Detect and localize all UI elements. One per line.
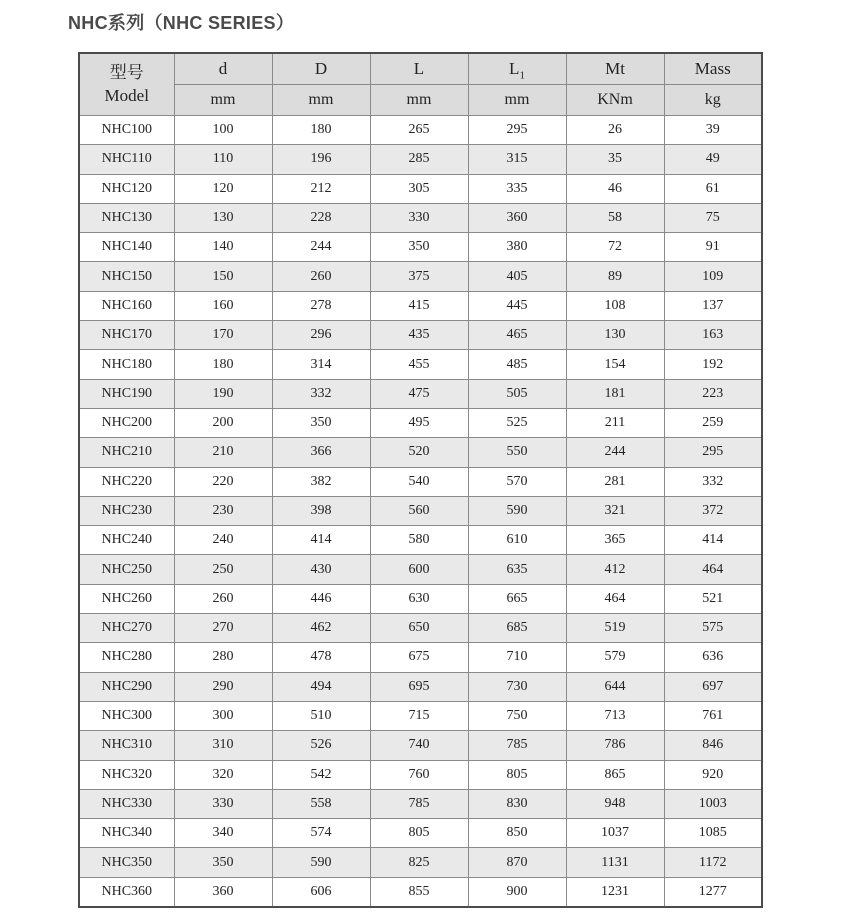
- page-title: NHC系列（NHC SERIES）: [68, 13, 295, 33]
- value-cell: 750: [468, 701, 566, 730]
- value-cell: 295: [664, 438, 762, 467]
- column-header-L1: $L_1$: [468, 53, 566, 85]
- value-cell: 280: [174, 643, 272, 672]
- value-cell: 26: [566, 116, 664, 145]
- table-body: [79, 116, 762, 908]
- value-cell: 350: [174, 848, 272, 877]
- value-cell: 100: [174, 116, 272, 145]
- value-cell: 430: [272, 555, 370, 584]
- header-row-units: [79, 85, 762, 116]
- model-cell: NHC110: [79, 145, 174, 174]
- value-cell: 415: [370, 291, 468, 320]
- value-cell: 244: [272, 233, 370, 262]
- value-cell: 636: [664, 643, 762, 672]
- value-cell: 290: [174, 672, 272, 701]
- model-cell: NHC140: [79, 233, 174, 262]
- value-cell: 558: [272, 789, 370, 818]
- value-cell: 785: [468, 731, 566, 760]
- value-cell: 590: [272, 848, 370, 877]
- value-cell: 196: [272, 145, 370, 174]
- value-cell: 150: [174, 262, 272, 291]
- value-cell: 230: [174, 496, 272, 525]
- value-cell: 870: [468, 848, 566, 877]
- table-header: [79, 53, 762, 116]
- value-cell: 260: [272, 262, 370, 291]
- value-cell: 665: [468, 584, 566, 613]
- table-row: [79, 467, 762, 496]
- value-cell: 1277: [664, 877, 762, 907]
- L1-subscript: 1: [519, 69, 525, 82]
- value-cell: 160: [174, 291, 272, 320]
- value-cell: 278: [272, 291, 370, 320]
- value-cell: 46: [566, 174, 664, 203]
- spec-table: [78, 52, 763, 908]
- value-cell: 154: [566, 350, 664, 379]
- value-cell: 120: [174, 174, 272, 203]
- value-cell: 519: [566, 614, 664, 643]
- value-cell: 130: [566, 321, 664, 350]
- value-cell: 382: [272, 467, 370, 496]
- value-cell: 91: [664, 233, 762, 262]
- header-row-dimensions: [79, 53, 762, 85]
- table-row: [79, 438, 762, 467]
- value-cell: 713: [566, 701, 664, 730]
- value-cell: 920: [664, 760, 762, 789]
- table-row: [79, 233, 762, 262]
- value-cell: 540: [370, 467, 468, 496]
- value-cell: 414: [664, 526, 762, 555]
- value-cell: 110: [174, 145, 272, 174]
- value-cell: 332: [664, 467, 762, 496]
- model-cell: NHC350: [79, 848, 174, 877]
- value-cell: 590: [468, 496, 566, 525]
- value-cell: 321: [566, 496, 664, 525]
- value-cell: 846: [664, 731, 762, 760]
- unit-Mt: KNm: [566, 85, 664, 116]
- value-cell: 398: [272, 496, 370, 525]
- value-cell: 785: [370, 789, 468, 818]
- table-row: [79, 701, 762, 730]
- value-cell: 285: [370, 145, 468, 174]
- table-row: [79, 174, 762, 203]
- value-cell: 210: [174, 438, 272, 467]
- value-cell: 855: [370, 877, 468, 907]
- value-cell: 560: [370, 496, 468, 525]
- table-row: [79, 321, 762, 350]
- table-row: [79, 819, 762, 848]
- value-cell: 130: [174, 203, 272, 232]
- model-cell: NHC190: [79, 379, 174, 408]
- model-cell: NHC160: [79, 291, 174, 320]
- table-row: [79, 379, 762, 408]
- value-cell: 579: [566, 643, 664, 672]
- value-cell: 574: [272, 819, 370, 848]
- table-row: [79, 672, 762, 701]
- table-row: [79, 350, 762, 379]
- model-cell: NHC270: [79, 614, 174, 643]
- value-cell: 542: [272, 760, 370, 789]
- value-cell: 464: [664, 555, 762, 584]
- value-cell: 520: [370, 438, 468, 467]
- table-row: [79, 789, 762, 818]
- value-cell: 375: [370, 262, 468, 291]
- value-cell: 446: [272, 584, 370, 613]
- value-cell: 462: [272, 614, 370, 643]
- value-cell: 760: [370, 760, 468, 789]
- value-cell: 75: [664, 203, 762, 232]
- value-cell: 526: [272, 731, 370, 760]
- value-cell: 650: [370, 614, 468, 643]
- value-cell: 635: [468, 555, 566, 584]
- value-cell: 948: [566, 789, 664, 818]
- model-cell: NHC320: [79, 760, 174, 789]
- model-cell: NHC260: [79, 584, 174, 613]
- value-cell: 805: [468, 760, 566, 789]
- value-cell: 1003: [664, 789, 762, 818]
- value-cell: 310: [174, 731, 272, 760]
- column-header-L: L: [370, 53, 468, 85]
- value-cell: 320: [174, 760, 272, 789]
- table-row: [79, 291, 762, 320]
- value-cell: 510: [272, 701, 370, 730]
- model-cell: NHC180: [79, 350, 174, 379]
- value-cell: 405: [468, 262, 566, 291]
- value-cell: 223: [664, 379, 762, 408]
- table-row: [79, 584, 762, 613]
- table-row: [79, 555, 762, 584]
- value-cell: 295: [468, 116, 566, 145]
- value-cell: 259: [664, 408, 762, 437]
- value-cell: 1172: [664, 848, 762, 877]
- value-cell: 414: [272, 526, 370, 555]
- value-cell: 108: [566, 291, 664, 320]
- value-cell: 244: [566, 438, 664, 467]
- value-cell: 606: [272, 877, 370, 907]
- value-cell: 786: [566, 731, 664, 760]
- model-cell: NHC310: [79, 731, 174, 760]
- unit-d: mm: [174, 85, 272, 116]
- model-cell: NHC100: [79, 116, 174, 145]
- value-cell: 360: [468, 203, 566, 232]
- unit-D: mm: [272, 85, 370, 116]
- value-cell: 372: [664, 496, 762, 525]
- value-cell: 761: [664, 701, 762, 730]
- value-cell: 580: [370, 526, 468, 555]
- unit-L: mm: [370, 85, 468, 116]
- value-cell: 314: [272, 350, 370, 379]
- value-cell: 478: [272, 643, 370, 672]
- table-row: [79, 262, 762, 291]
- value-cell: 495: [370, 408, 468, 437]
- value-cell: 505: [468, 379, 566, 408]
- column-header-Mt: Mt: [566, 53, 664, 85]
- value-cell: 335: [468, 174, 566, 203]
- value-cell: 380: [468, 233, 566, 262]
- table-row: [79, 145, 762, 174]
- table-row: [79, 614, 762, 643]
- table-row: [79, 116, 762, 145]
- model-cell: NHC300: [79, 701, 174, 730]
- value-cell: 825: [370, 848, 468, 877]
- column-header-model: [79, 53, 174, 116]
- value-cell: 366: [272, 438, 370, 467]
- value-cell: 228: [272, 203, 370, 232]
- value-cell: 485: [468, 350, 566, 379]
- value-cell: 137: [664, 291, 762, 320]
- model-cell: NHC280: [79, 643, 174, 672]
- value-cell: 740: [370, 731, 468, 760]
- value-cell: 315: [468, 145, 566, 174]
- value-cell: 575: [664, 614, 762, 643]
- model-header-zh: 型号: [109, 62, 144, 82]
- value-cell: 644: [566, 672, 664, 701]
- value-cell: 163: [664, 321, 762, 350]
- value-cell: 211: [566, 408, 664, 437]
- value-cell: 305: [370, 174, 468, 203]
- value-cell: 220: [174, 467, 272, 496]
- value-cell: 730: [468, 672, 566, 701]
- value-cell: 350: [370, 233, 468, 262]
- value-cell: 1231: [566, 877, 664, 907]
- model-cell: NHC340: [79, 819, 174, 848]
- value-cell: 365: [566, 526, 664, 555]
- value-cell: 850: [468, 819, 566, 848]
- value-cell: 39: [664, 116, 762, 145]
- value-cell: 445: [468, 291, 566, 320]
- value-cell: 49: [664, 145, 762, 174]
- model-header-en: Model: [104, 85, 149, 105]
- model-cell: NHC120: [79, 174, 174, 203]
- value-cell: 240: [174, 526, 272, 555]
- table-row: [79, 848, 762, 877]
- value-cell: 610: [468, 526, 566, 555]
- table-row: [79, 643, 762, 672]
- table-row: [79, 203, 762, 232]
- value-cell: 296: [272, 321, 370, 350]
- value-cell: 330: [370, 203, 468, 232]
- value-cell: 350: [272, 408, 370, 437]
- value-cell: 455: [370, 350, 468, 379]
- value-cell: 180: [174, 350, 272, 379]
- value-cell: 330: [174, 789, 272, 818]
- value-cell: 805: [370, 819, 468, 848]
- value-cell: 600: [370, 555, 468, 584]
- value-cell: 570: [468, 467, 566, 496]
- value-cell: 685: [468, 614, 566, 643]
- model-cell: NHC240: [79, 526, 174, 555]
- table-row: [79, 408, 762, 437]
- table-row: [79, 760, 762, 789]
- value-cell: 300: [174, 701, 272, 730]
- value-cell: 1037: [566, 819, 664, 848]
- value-cell: 190: [174, 379, 272, 408]
- value-cell: 900: [468, 877, 566, 907]
- model-cell: NHC170: [79, 321, 174, 350]
- value-cell: 140: [174, 233, 272, 262]
- value-cell: 332: [272, 379, 370, 408]
- value-cell: 494: [272, 672, 370, 701]
- value-cell: 212: [272, 174, 370, 203]
- value-cell: 61: [664, 174, 762, 203]
- value-cell: 465: [468, 321, 566, 350]
- value-cell: 830: [468, 789, 566, 818]
- model-cell: NHC200: [79, 408, 174, 437]
- value-cell: 521: [664, 584, 762, 613]
- value-cell: 697: [664, 672, 762, 701]
- value-cell: 525: [468, 408, 566, 437]
- value-cell: 260: [174, 584, 272, 613]
- table-row: [79, 526, 762, 555]
- value-cell: 170: [174, 321, 272, 350]
- column-header-d: d: [174, 53, 272, 85]
- value-cell: 630: [370, 584, 468, 613]
- value-cell: 464: [566, 584, 664, 613]
- column-header-Mass: Mass: [664, 53, 762, 85]
- value-cell: 72: [566, 233, 664, 262]
- model-cell: NHC360: [79, 877, 174, 907]
- model-cell: NHC290: [79, 672, 174, 701]
- model-cell: NHC150: [79, 262, 174, 291]
- value-cell: 281: [566, 467, 664, 496]
- table-row: [79, 731, 762, 760]
- column-header-D: D: [272, 53, 370, 85]
- value-cell: 250: [174, 555, 272, 584]
- value-cell: 695: [370, 672, 468, 701]
- value-cell: 58: [566, 203, 664, 232]
- value-cell: 109: [664, 262, 762, 291]
- value-cell: 192: [664, 350, 762, 379]
- value-cell: 475: [370, 379, 468, 408]
- unit-Mass: kg: [664, 85, 762, 116]
- value-cell: 715: [370, 701, 468, 730]
- value-cell: 1131: [566, 848, 664, 877]
- model-cell: NHC330: [79, 789, 174, 818]
- value-cell: 1085: [664, 819, 762, 848]
- model-cell: NHC210: [79, 438, 174, 467]
- value-cell: 865: [566, 760, 664, 789]
- value-cell: 200: [174, 408, 272, 437]
- value-cell: 35: [566, 145, 664, 174]
- value-cell: 265: [370, 116, 468, 145]
- value-cell: 435: [370, 321, 468, 350]
- value-cell: 675: [370, 643, 468, 672]
- value-cell: 360: [174, 877, 272, 907]
- model-cell: NHC220: [79, 467, 174, 496]
- value-cell: 412: [566, 555, 664, 584]
- table-row: [79, 877, 762, 907]
- value-cell: 270: [174, 614, 272, 643]
- unit-L1: mm: [468, 85, 566, 116]
- value-cell: 180: [272, 116, 370, 145]
- value-cell: 550: [468, 438, 566, 467]
- value-cell: 181: [566, 379, 664, 408]
- model-cell: NHC250: [79, 555, 174, 584]
- table-row: [79, 496, 762, 525]
- model-cell: NHC230: [79, 496, 174, 525]
- value-cell: 710: [468, 643, 566, 672]
- value-cell: 89: [566, 262, 664, 291]
- value-cell: 340: [174, 819, 272, 848]
- model-cell: NHC130: [79, 203, 174, 232]
